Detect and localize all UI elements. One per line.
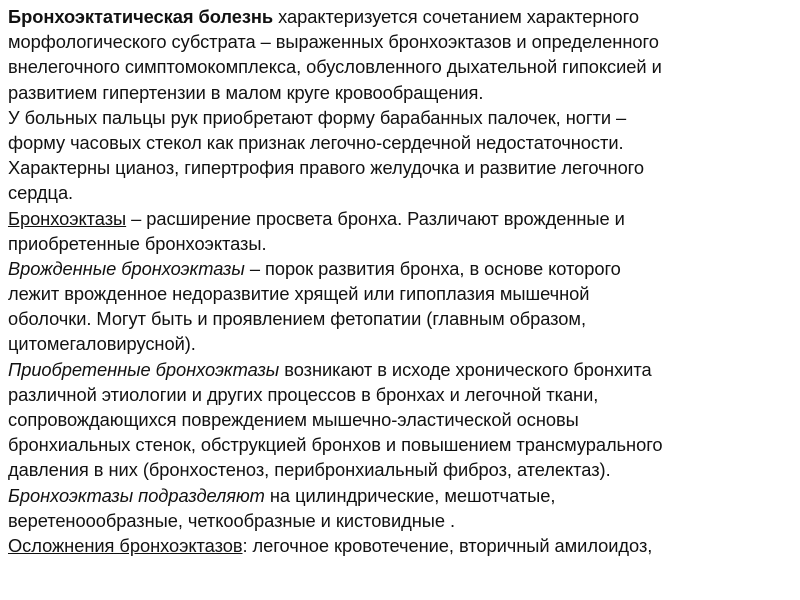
text-line — [8, 457, 794, 482]
text-line — [8, 382, 794, 407]
text-run: развитием гипертензии в малом круге кровообращения. — [8, 81, 484, 103]
text-line — [8, 256, 794, 281]
underlined-term: Осложнения бронхоэктазов — [8, 534, 243, 556]
text-line — [8, 4, 794, 29]
italic-term: Приобретенные бронхоэктазы — [8, 358, 280, 380]
text-line — [8, 432, 794, 457]
text-line — [8, 281, 794, 306]
bold-term: Бронхоэктатическая болезнь — [8, 6, 274, 27]
text-run: лежит врожденное недоразвитие хрящей или гипоплазия мышечной — [8, 283, 590, 305]
text-run: характеризуется сочетанием характерного — [273, 6, 639, 27]
text-line — [8, 306, 794, 331]
text-run: давления в них (бронхостеноз, перибронхиальный фиброз, ателектаз). — [8, 459, 611, 481]
text-line — [8, 483, 794, 508]
text-run: : легочное кровотечение, вторичный амилоидоз, — [242, 534, 653, 556]
text-run: цитомегаловирусной). — [8, 333, 196, 355]
text-line — [8, 331, 794, 356]
text-run: веретеноообразные, четкообразные и кистовидные . — [8, 509, 456, 531]
text-line — [8, 206, 794, 231]
text-line — [8, 407, 794, 432]
italic-term: Врожденные бронхоэктазы — [8, 257, 245, 279]
text-run: У больных пальцы рук приобретают форму барабанных палочек, ногти – — [8, 106, 627, 128]
text-run: сердца. — [8, 182, 74, 204]
text-line — [8, 54, 794, 79]
text-line — [8, 130, 794, 155]
text-run: различной этиологии и других процессов в бронхах и легочной ткани, — [8, 383, 599, 405]
text-line — [8, 357, 794, 382]
text-run: бронхиальных стенок, обструкцией бронхов и повышением трансмурального — [8, 434, 663, 456]
text-run: Характерны цианоз, гипертрофия правого желудочка и развитие легочного — [8, 157, 645, 179]
text-line — [8, 231, 794, 256]
text-line — [8, 105, 794, 130]
text-run: оболочки. Могут быть и проявлением фетопатии (главным образом, — [8, 308, 586, 330]
text-line — [8, 533, 794, 558]
text-line — [8, 180, 794, 205]
text-line — [8, 29, 794, 54]
text-line — [8, 155, 794, 180]
text-run: приобретенные бронхоэктазы. — [8, 232, 267, 254]
text-line — [8, 80, 794, 105]
text-run: внелегочного симптомокомплекса, обусловленного дыхательной гипоксией и — [8, 56, 662, 78]
text-run: – порок развития бронха, в основе которого — [244, 257, 621, 279]
underlined-term: Бронхоэктазы — [8, 207, 127, 229]
text-run: возникают в исходе хронического бронхита — [279, 358, 652, 380]
text-run: морфологического субстрата – выраженных бронхоэктазов и определенного — [8, 31, 659, 53]
italic-term: Бронхоэктазы подразделяют — [8, 484, 265, 506]
text-run: – расширение просвета бронха. Различают врожденные и — [126, 207, 625, 229]
text-run: сопровождающихся повреждением мышечно-эластической основы — [8, 409, 579, 430]
text-line — [8, 508, 794, 533]
text-run: на цилиндрические, мешотчатые, — [264, 484, 556, 506]
text-run: форму часовых стекол как признак легочно-сердечной недостаточности. — [8, 131, 624, 153]
slide-text — [8, 4, 794, 558]
